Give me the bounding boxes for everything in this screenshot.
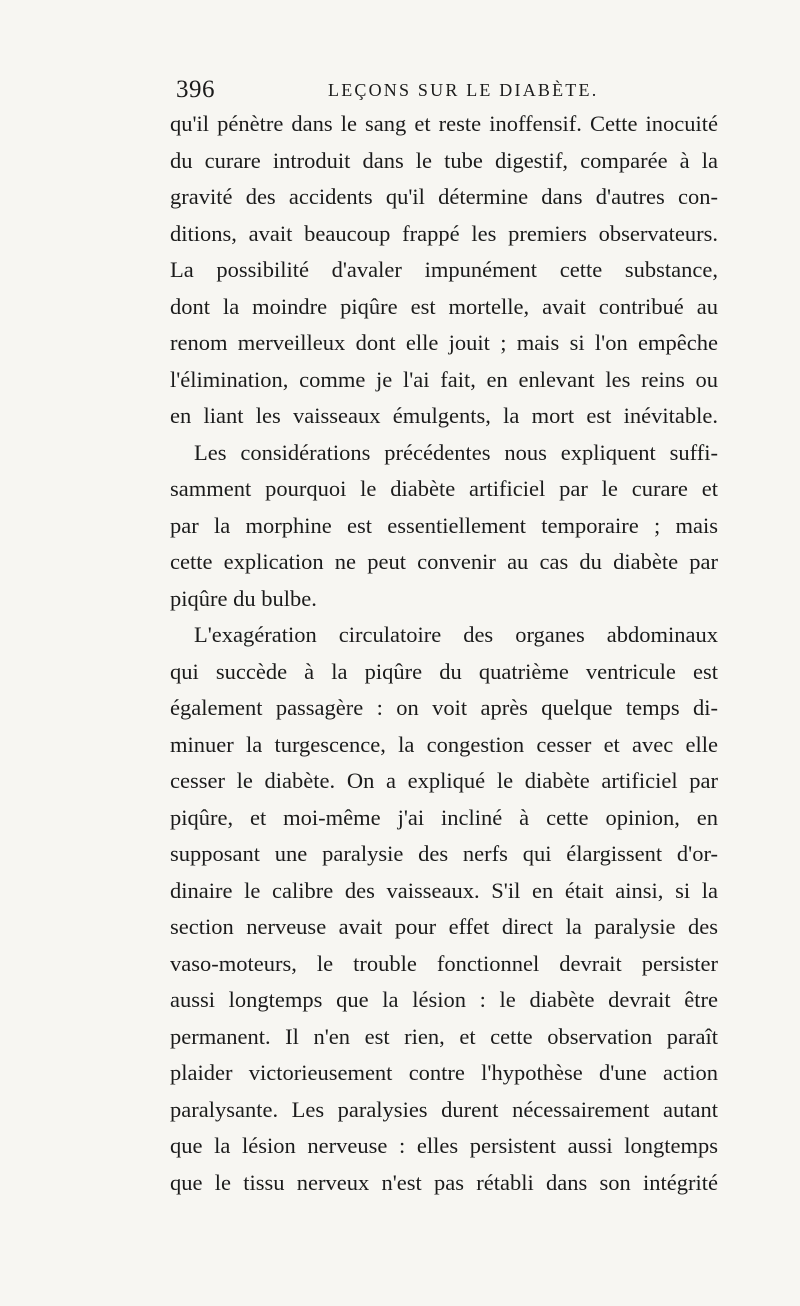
text-line: aussi longtemps que la lésion : le diabète devrait être bbox=[170, 987, 718, 1012]
text-line: du curare introduit dans le tube digestif, comparée à la bbox=[170, 147, 718, 173]
text-line: renom merveilleux dont elle jouit ; mais si l'on empêche bbox=[170, 330, 718, 355]
text-line: en liant les vaisseaux émulgents, la mort est inévitable. bbox=[170, 403, 718, 428]
running-head bbox=[176, 76, 656, 106]
text-line: plaider victorieusement contre l'hypothèse d'une action bbox=[170, 1060, 718, 1085]
text-line: cette explication ne peut convenir au cas du diabète par bbox=[170, 549, 718, 574]
text-line: également passagère : on voit après quelque temps di- bbox=[170, 695, 718, 720]
text-line: piqûre, et moi-même j'ai incliné à cette opinion, en bbox=[170, 804, 718, 830]
text-line: section nerveuse avait pour effet direct la paralysie des bbox=[170, 914, 718, 939]
text-line: que la lésion nerveuse : elles persistent aussi longtemps bbox=[170, 1133, 718, 1158]
body-text bbox=[170, 106, 718, 1201]
text-line: qu'il pénètre dans le sang et reste inoffensif. Cette inocuité bbox=[170, 111, 718, 136]
text-line: que le tissu nerveux n'est pas rétabli dans son intégrité bbox=[170, 1169, 718, 1195]
text-line: L'exagération circulatoire des organes abdominaux bbox=[194, 622, 718, 647]
text-line: cesser le diabète. On a expliqué le diabète artificiel par bbox=[170, 768, 718, 793]
paragraph-1 bbox=[170, 106, 718, 435]
text-line: l'élimination, comme je l'ai fait, en enlevant les reins ou bbox=[170, 366, 718, 392]
text-line: Les considérations précédentes nous expliquent suffi- bbox=[194, 439, 718, 465]
running-title: LEÇONS SUR LE DIABÈTE. bbox=[328, 80, 599, 100]
text-line: dinaire le calibre des vaisseaux. S'il en était ainsi, si la bbox=[170, 877, 718, 903]
page-number: 396 bbox=[176, 76, 215, 103]
text-line: qui succède à la piqûre du quatrième ventricule est bbox=[170, 658, 718, 684]
text-line: par la morphine est essentiellement temporaire ; mais bbox=[170, 512, 718, 538]
paragraph-3 bbox=[170, 617, 718, 1201]
text-line: vaso-moteurs, le trouble fonctionnel devrait persister bbox=[170, 950, 718, 976]
text-line: gravité des accidents qu'il détermine dans d'autres con- bbox=[170, 184, 718, 209]
text-line: dont la moindre piqûre est mortelle, avait contribué au bbox=[170, 293, 718, 319]
text-line: permanent. Il n'en est rien, et cette observation paraît bbox=[170, 1023, 718, 1049]
text-line: minuer la turgescence, la congestion cesser et avec elle bbox=[170, 731, 718, 757]
text-line: piqûre du bulbe. bbox=[170, 585, 317, 611]
text-line: supposant une paralysie des nerfs qui élargissent d'or- bbox=[170, 841, 718, 866]
paragraph-2 bbox=[170, 435, 718, 618]
text-line: paralysante. Les paralysies durent nécessairement autant bbox=[170, 1096, 718, 1122]
text-line: samment pourquoi le diabète artificiel par le curare et bbox=[170, 476, 718, 501]
text-line: La possibilité d'avaler impunément cette substance, bbox=[170, 257, 718, 282]
text-line: ditions, avait beaucoup frappé les premiers observateurs. bbox=[170, 220, 718, 246]
